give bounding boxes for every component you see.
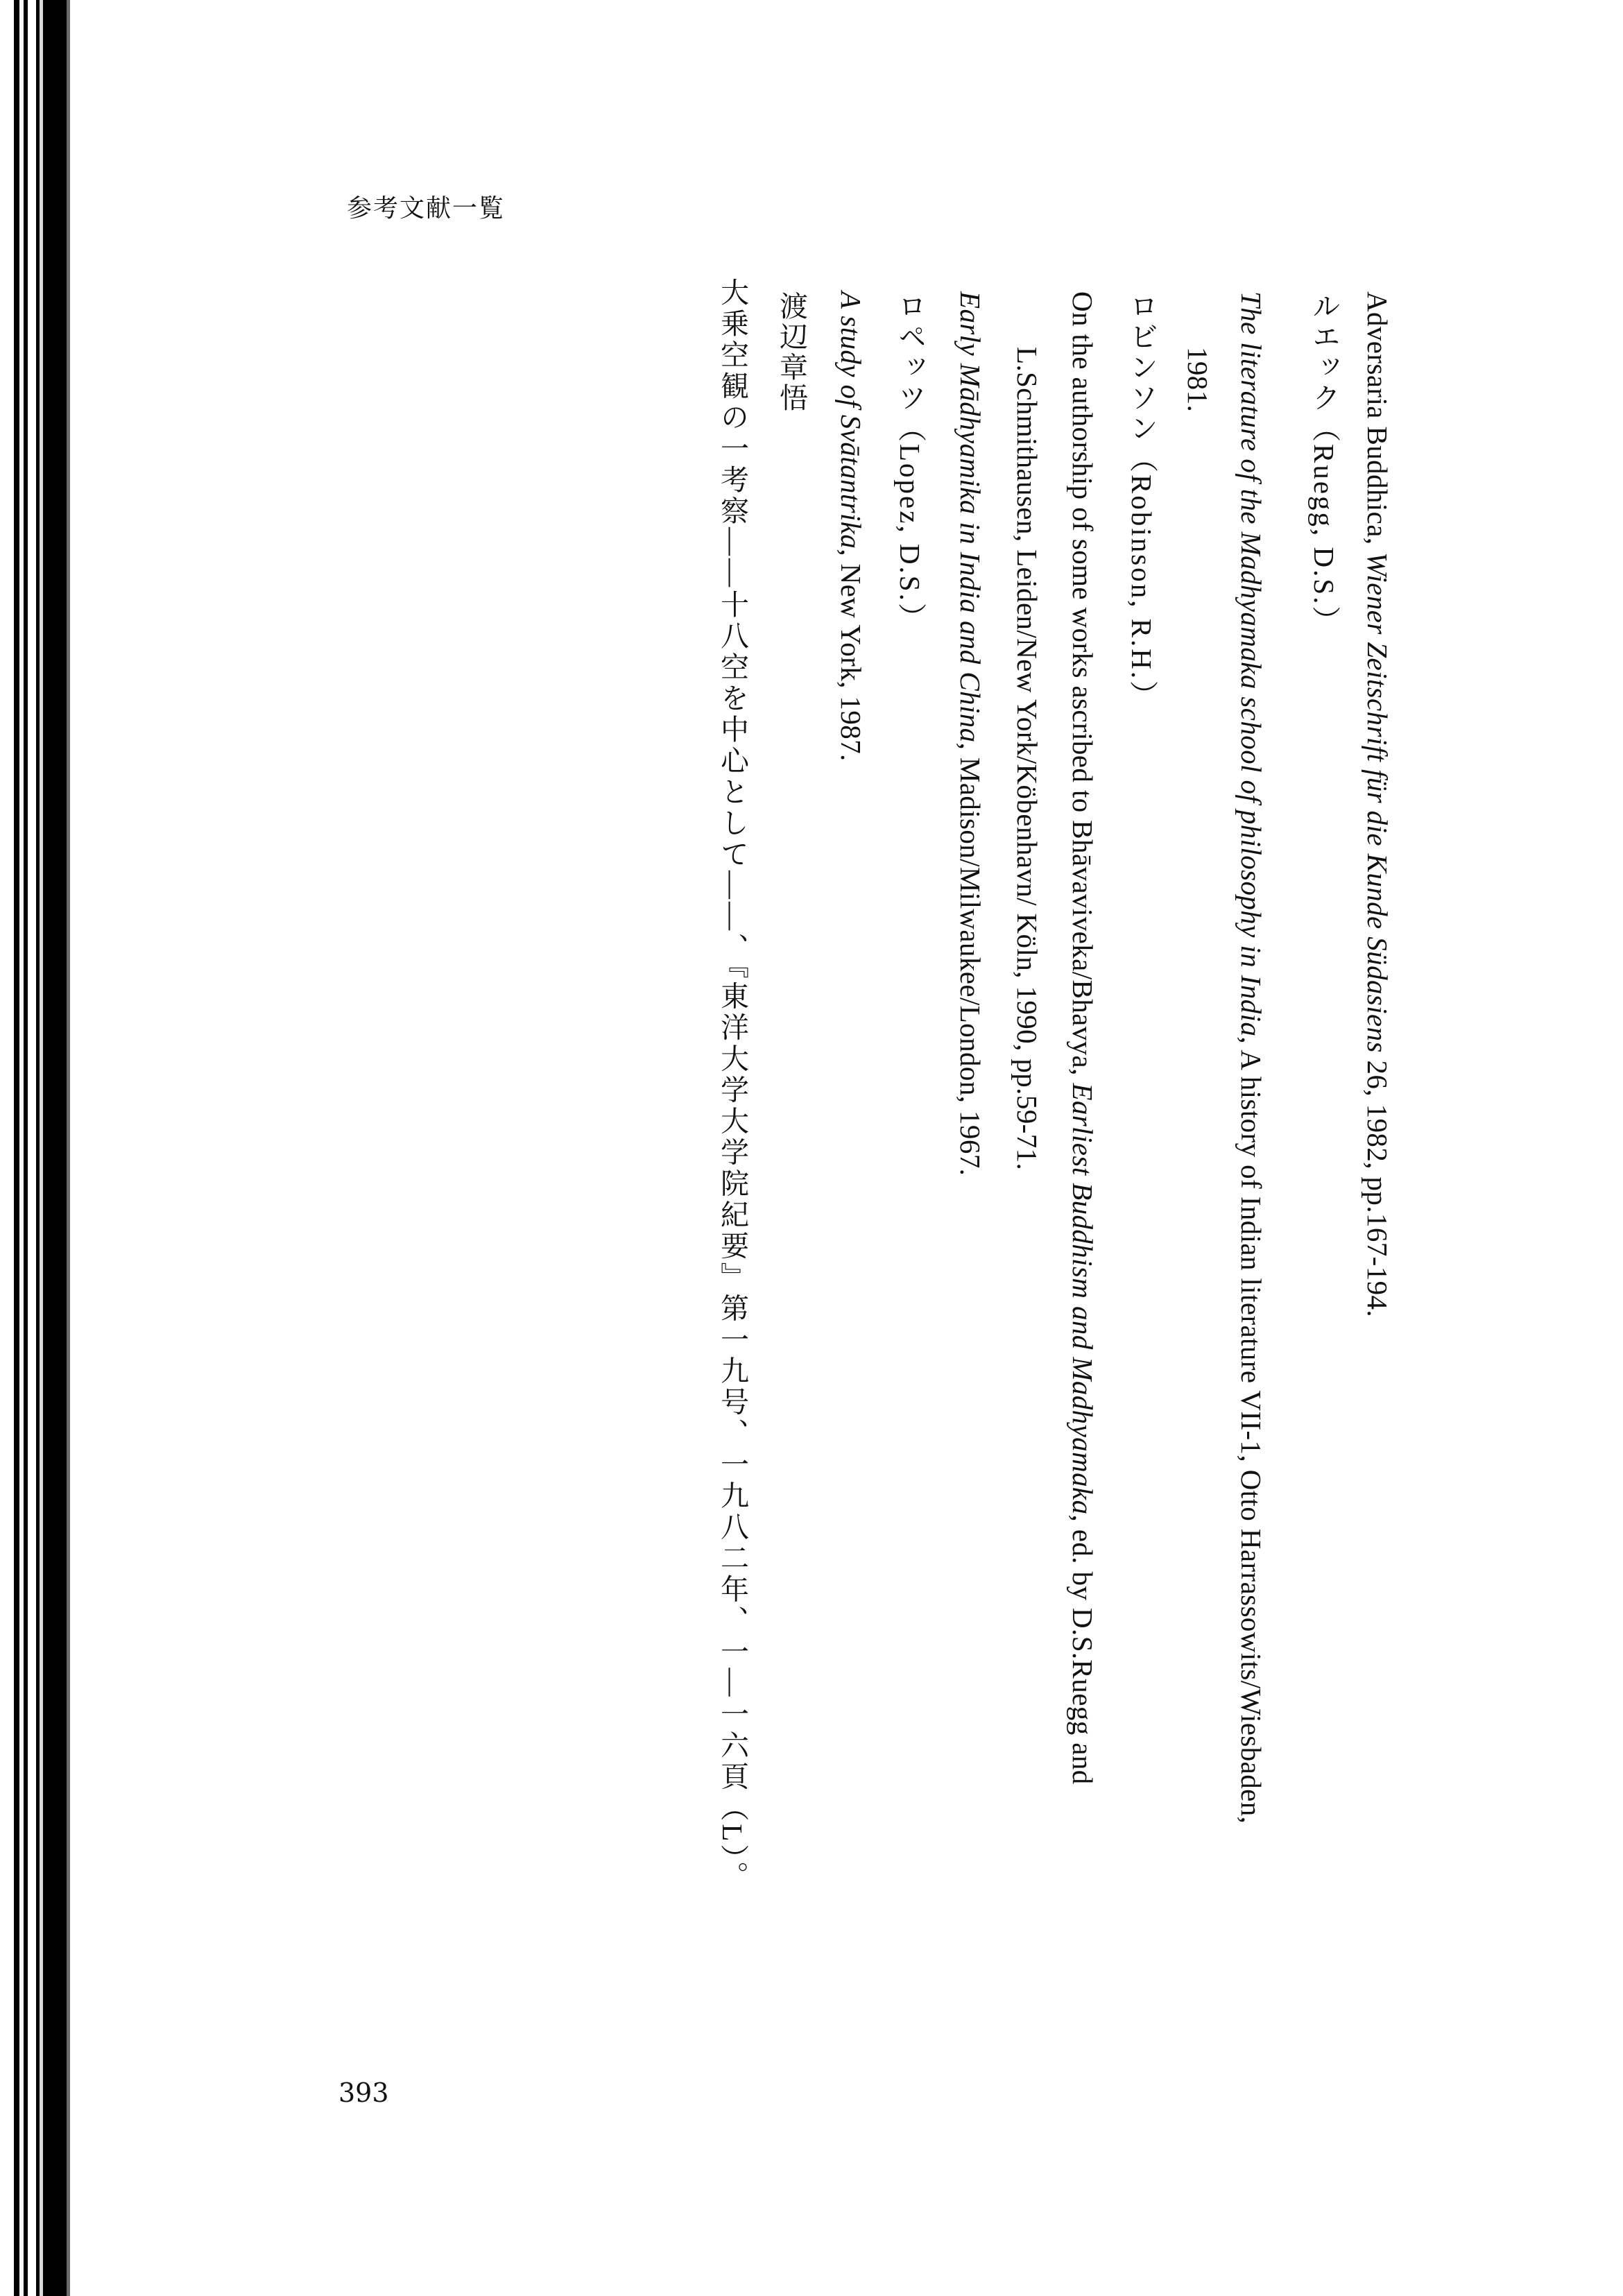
journal-title: Wiener Zeitschrift für die Kunde Südasiens bbox=[1362, 552, 1393, 1053]
entry-lopez: A study of Svātantrika, New York, 1987. bbox=[835, 291, 867, 762]
entry-ruegg-year: 1981. bbox=[1182, 347, 1214, 413]
author-lopez: ロペッツ（Lopez, D.S.） bbox=[894, 291, 926, 633]
entry-robinson-1-cont: L.Schmithausen, Leiden/New York/Köbenhavn/ Köln, 1990, pp.59-71. bbox=[1011, 347, 1043, 1171]
binding-edge bbox=[0, 0, 76, 2296]
entry-adversaria: Adversaria Buddhica, Wiener Zeitschrift für die Kunde Südasiens 26, 1982, pp.167-194. bbox=[1362, 291, 1393, 1318]
entry-robinson-2: Early Mādhyamika in India and China, Madison/Milwaukee/London, 1967. bbox=[954, 291, 986, 1176]
author-ruegg: ルエック（Ruegg, D.S.） bbox=[1308, 291, 1340, 637]
book-title: Earliest Buddhism and Madhyamaka bbox=[1067, 1083, 1099, 1515]
entry-robinson-1: On the authorship of some works ascribed to Bhāvaviveka/Bhavya, Earliest Buddhism and Madhyamaka, ed. by D.S.Ruegg and bbox=[1067, 291, 1099, 1785]
book-title: Early Mādhyamika in India and China bbox=[954, 291, 986, 743]
running-header: 参考文献一覧 bbox=[347, 194, 506, 223]
entry-ruegg: The literature of the Madhyamaka school of philosophy in India, A history of Indian literature VII-1, Otto Harrassowits/Wiesbaden, bbox=[1235, 291, 1267, 1824]
author-watanabe: 渡辺章悟 bbox=[775, 291, 807, 413]
author-robinson: ロビンソン（Robinson, R.H.） bbox=[1126, 291, 1158, 712]
page-number: 393 bbox=[338, 2077, 389, 2108]
book-title: A study of Svātantrika bbox=[835, 291, 867, 549]
entry-watanabe: 大乗空観の一考察――十八空を中心として――、『東洋大学大学院紀要』第一九号、一九八二年、一―一六頁（L）。 bbox=[716, 277, 748, 1893]
book-title: The literature of the Madhyamaka school of philosophy in India bbox=[1235, 291, 1267, 1037]
